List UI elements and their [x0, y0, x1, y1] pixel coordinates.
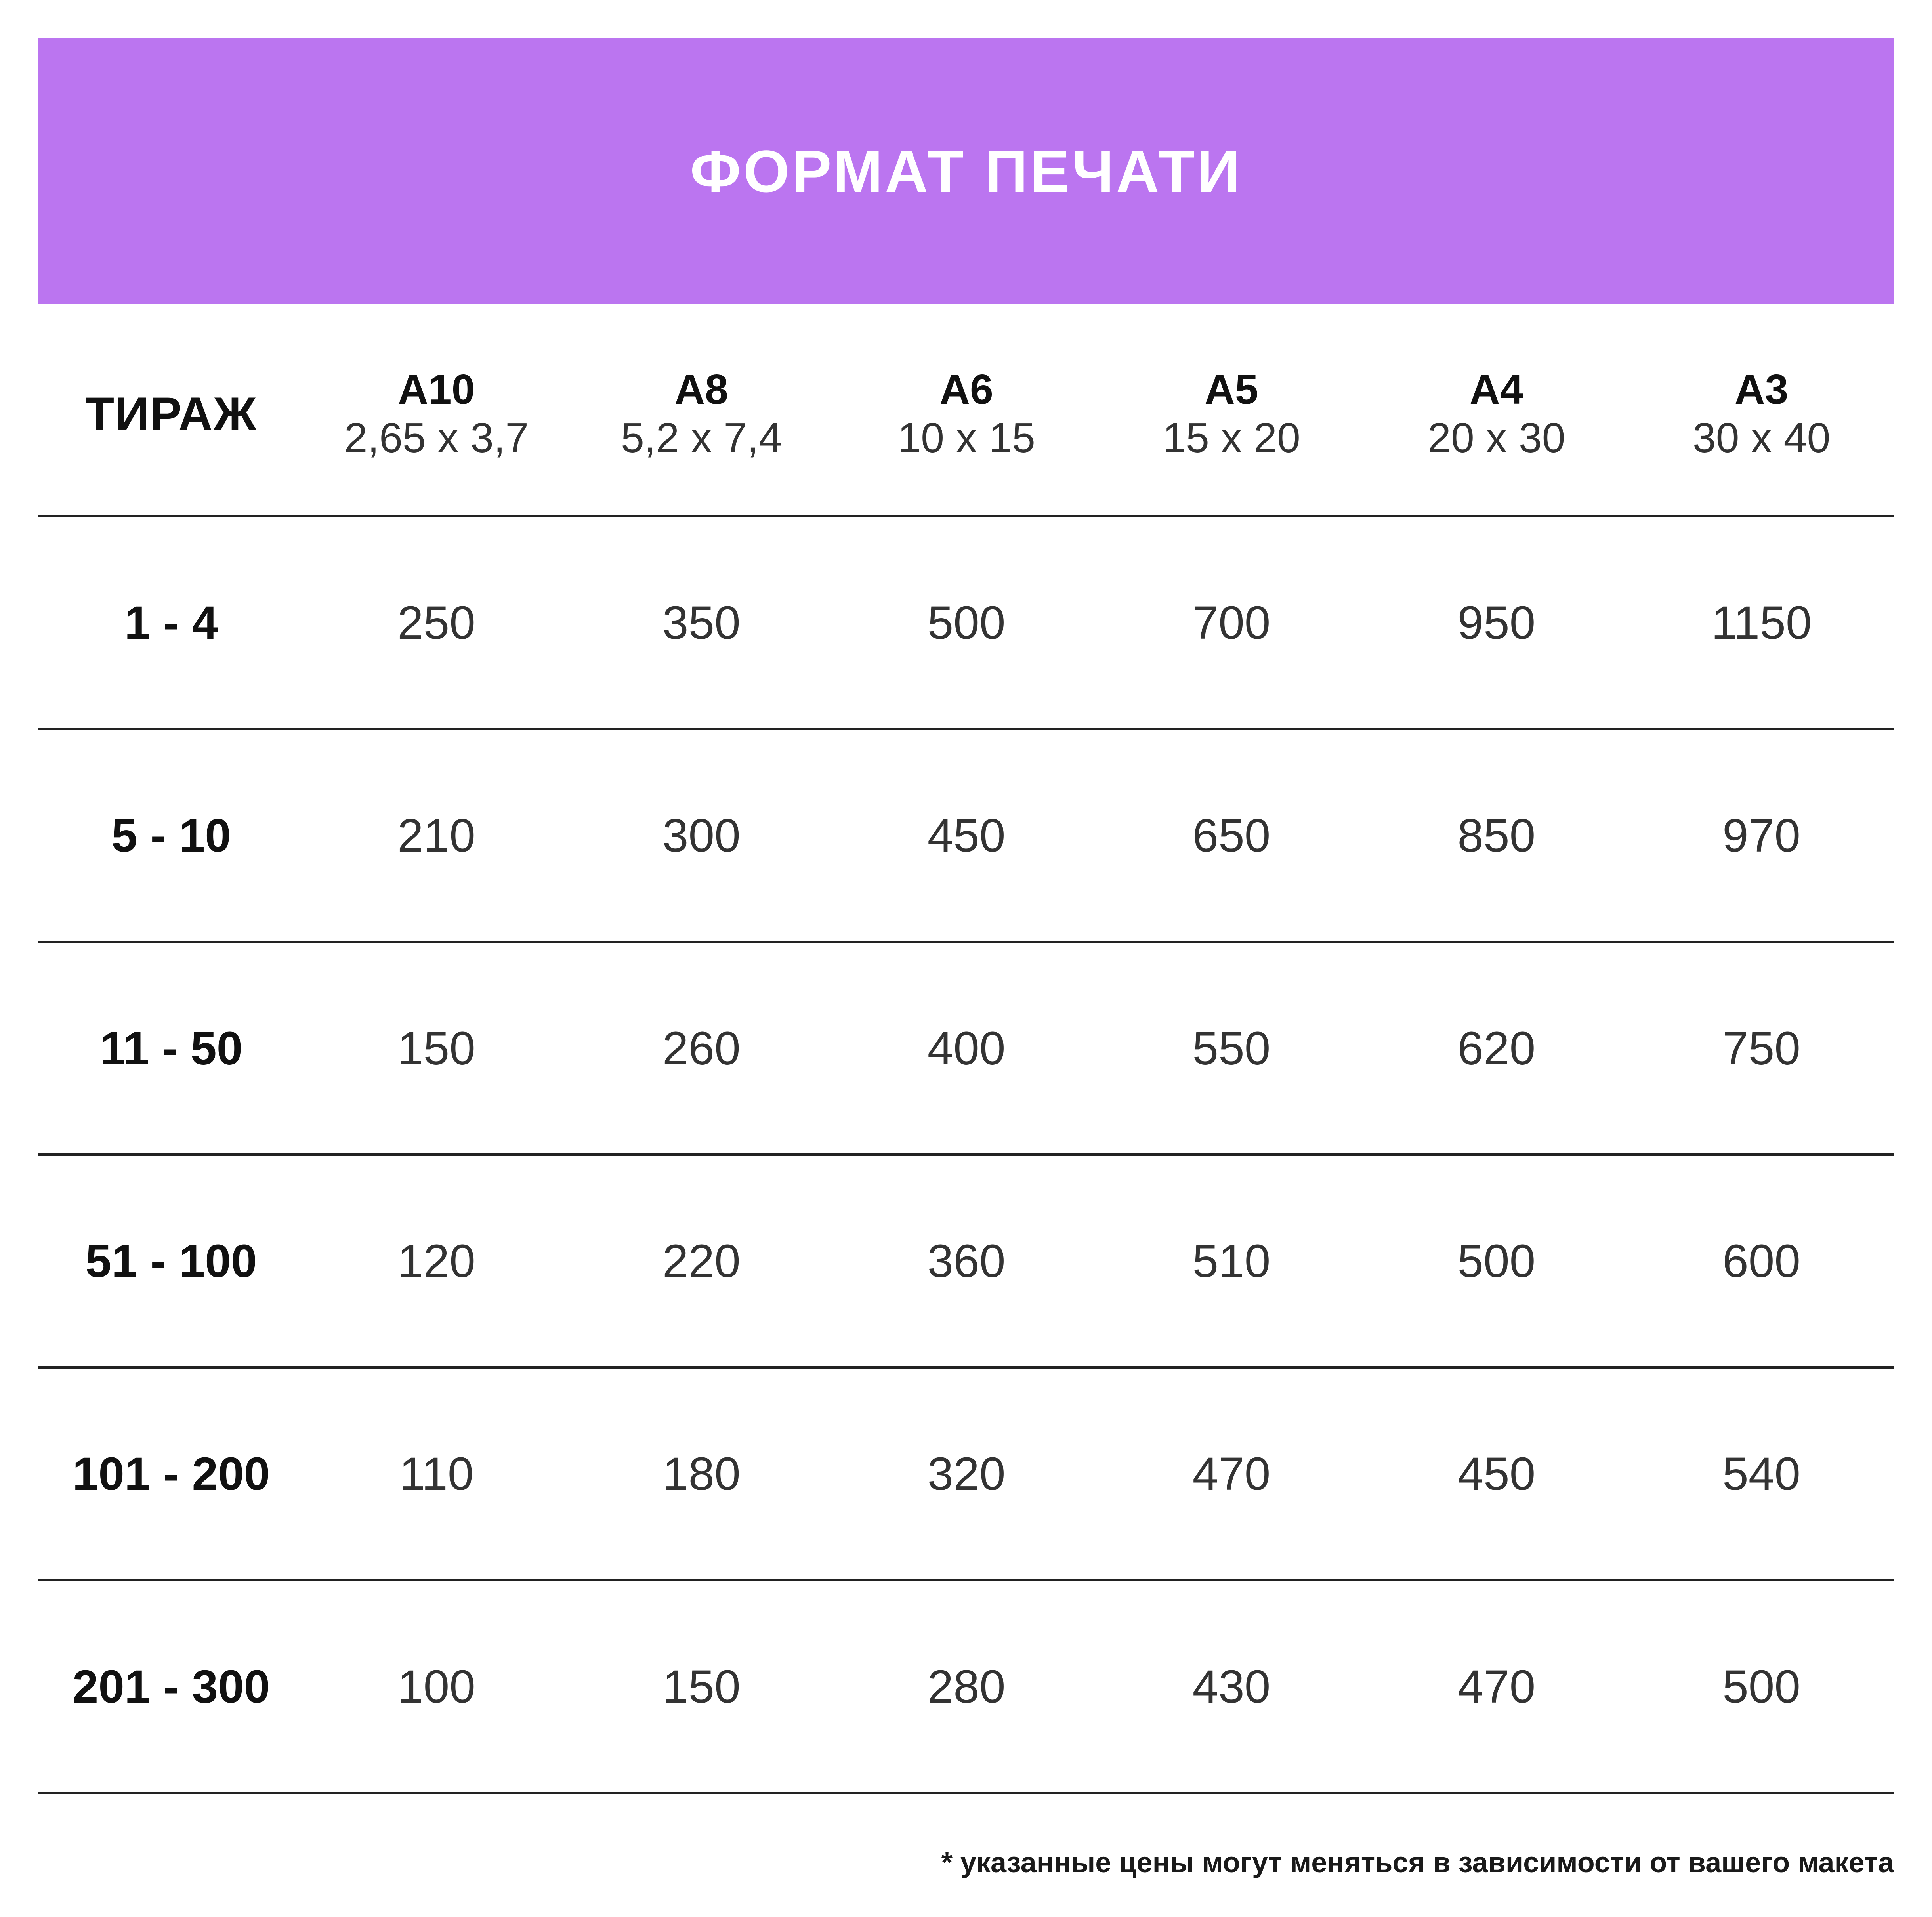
price-cell: 500 — [834, 516, 1099, 729]
price-cell: 510 — [1099, 1155, 1364, 1367]
format-size: 20 x 30 — [1427, 414, 1565, 461]
table-row — [38, 729, 1894, 942]
price-cell: 600 — [1629, 1155, 1894, 1367]
price-cell: 470 — [1099, 1367, 1364, 1580]
price-cell: 400 — [834, 942, 1099, 1155]
price-cell: 970 — [1629, 729, 1894, 942]
run-range: 101 - 200 — [38, 1367, 304, 1580]
run-column-header: ТИРАЖ — [38, 313, 304, 516]
format-header — [569, 313, 834, 516]
format-header — [834, 313, 1099, 516]
format-name: A8 — [674, 366, 729, 413]
price-cell: 450 — [1364, 1367, 1629, 1580]
price-cell: 750 — [1629, 942, 1894, 1155]
format-name: A5 — [1205, 366, 1258, 413]
format-name: A3 — [1734, 366, 1789, 413]
price-cell: 470 — [1364, 1580, 1629, 1793]
format-name: A6 — [939, 366, 993, 413]
price-cell: 350 — [569, 516, 834, 729]
price-cell: 450 — [834, 729, 1099, 942]
table-row — [38, 516, 1894, 729]
run-range: 1 - 4 — [38, 516, 304, 729]
price-cell: 360 — [834, 1155, 1099, 1367]
table-row — [38, 1580, 1894, 1793]
format-header — [1629, 313, 1894, 516]
price-cell: 250 — [304, 516, 569, 729]
format-size: 10 x 15 — [897, 414, 1035, 461]
price-cell: 500 — [1629, 1580, 1894, 1793]
price-cell: 550 — [1099, 942, 1364, 1155]
format-header — [1099, 313, 1364, 516]
table-row — [38, 942, 1894, 1155]
banner-title: ФОРМАТ ПЕЧАТИ — [690, 137, 1243, 204]
price-cell: 1150 — [1629, 516, 1894, 729]
format-header — [304, 313, 569, 516]
format-size: 5,2 x 7,4 — [620, 414, 782, 461]
run-range: 51 - 100 — [38, 1155, 304, 1367]
price-cell: 180 — [569, 1367, 834, 1580]
format-name: A4 — [1470, 366, 1523, 413]
table-header-row — [38, 313, 1894, 516]
price-cell: 650 — [1099, 729, 1364, 942]
price-cell: 500 — [1364, 1155, 1629, 1367]
price-cell: 150 — [569, 1580, 834, 1793]
price-cell: 700 — [1099, 516, 1364, 729]
price-cell: 620 — [1364, 942, 1629, 1155]
format-size: 15 x 20 — [1163, 414, 1300, 461]
price-cell: 150 — [304, 942, 569, 1155]
run-range: 11 - 50 — [38, 942, 304, 1155]
price-cell: 430 — [1099, 1580, 1364, 1793]
header-banner — [38, 38, 1894, 304]
price-cell: 300 — [569, 729, 834, 942]
price-disclaimer: * указанные цены могут меняться в зависимости от вашего макета — [941, 1847, 1894, 1879]
price-cell: 320 — [834, 1367, 1099, 1580]
format-size: 2,65 x 3,7 — [344, 414, 529, 461]
run-range: 5 - 10 — [38, 729, 304, 942]
price-cell: 260 — [569, 942, 834, 1155]
table-row — [38, 1367, 1894, 1580]
price-cell: 110 — [304, 1367, 569, 1580]
format-name: A10 — [398, 366, 475, 413]
price-table — [38, 313, 1894, 1794]
price-cell: 850 — [1364, 729, 1629, 942]
price-cell: 950 — [1364, 516, 1629, 729]
price-cell: 210 — [304, 729, 569, 942]
format-size: 30 x 40 — [1692, 414, 1831, 461]
price-cell: 540 — [1629, 1367, 1894, 1580]
run-range: 201 - 300 — [38, 1580, 304, 1793]
price-cell: 120 — [304, 1155, 569, 1367]
price-cell: 220 — [569, 1155, 834, 1367]
format-header — [1364, 313, 1629, 516]
price-cell: 280 — [834, 1580, 1099, 1793]
table-row — [38, 1155, 1894, 1367]
price-cell: 100 — [304, 1580, 569, 1793]
